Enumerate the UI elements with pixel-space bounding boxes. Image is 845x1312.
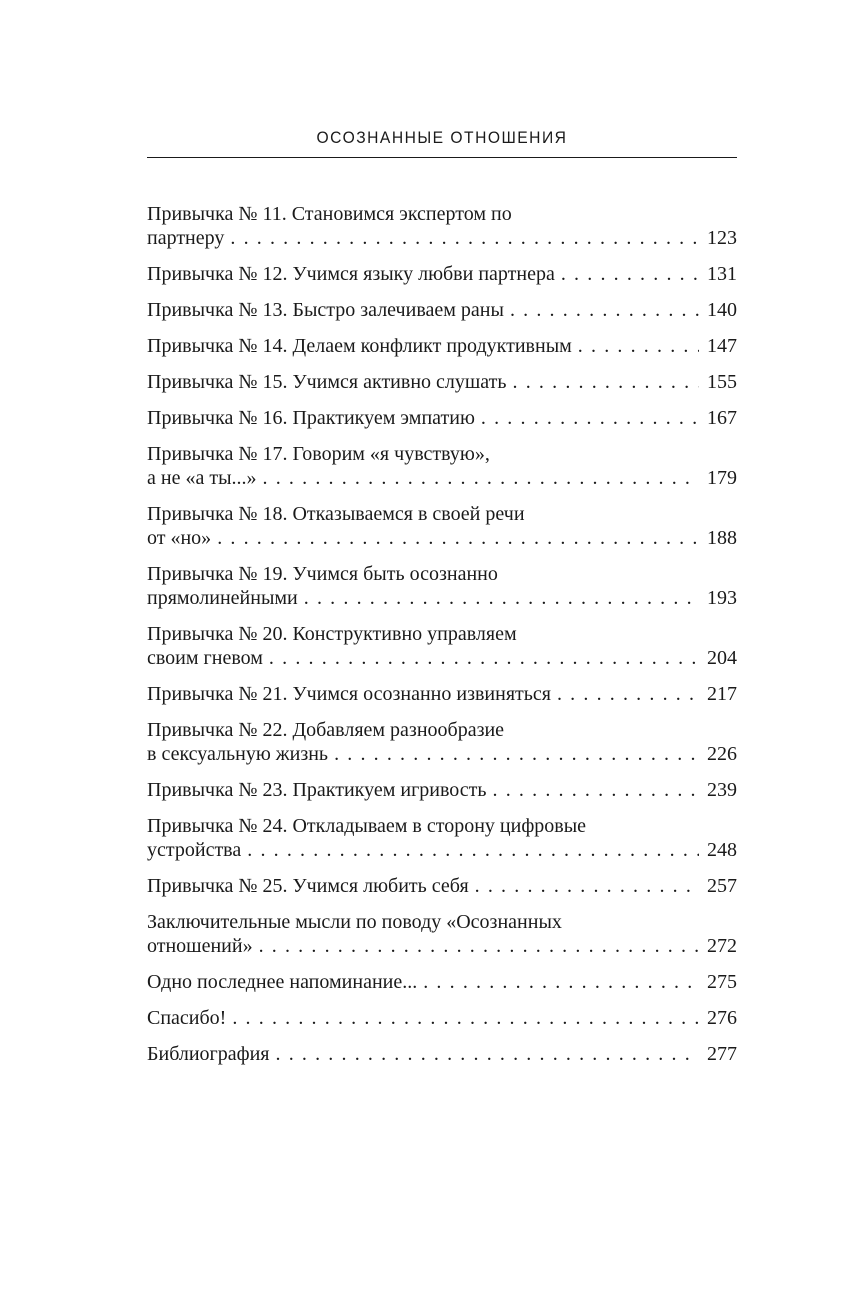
- toc-entry[interactable]: [147, 1042, 737, 1066]
- toc-entry-last-line: [147, 1042, 737, 1066]
- toc-entry-last-line: [147, 742, 737, 766]
- dot-leader: [572, 334, 699, 358]
- dot-leader: [475, 406, 699, 430]
- toc-entry[interactable]: [147, 562, 737, 610]
- toc-page-number: 239: [707, 779, 737, 801]
- toc-entry[interactable]: [147, 334, 737, 358]
- toc-page-number: 155: [707, 371, 737, 393]
- dot-leader: [551, 682, 699, 706]
- toc-page-number: 193: [707, 587, 737, 609]
- dot-leader: [487, 778, 699, 802]
- toc-entry-last-line: [147, 838, 737, 862]
- toc-entry-title-line: Привычка № 24. Откладываем в сторону цифровые: [147, 815, 587, 837]
- toc-page-number: 204: [707, 647, 737, 669]
- dot-leader: [417, 970, 699, 994]
- toc-page-number: 276: [707, 1007, 737, 1029]
- toc-entry-title: Привычка № 14. Делаем конфликт продуктивным: [147, 335, 572, 357]
- toc-entry-title-line: Привычка № 11. Становимся экспертом по: [147, 203, 512, 225]
- toc-entry-title: Привычка № 16. Практикуем эмпатию: [147, 407, 475, 429]
- toc-entry[interactable]: [147, 370, 737, 394]
- toc-entry[interactable]: [147, 682, 737, 706]
- toc-entry-title: а не «а ты...»: [147, 467, 257, 489]
- toc-page-number: 123: [707, 227, 737, 249]
- toc-entry[interactable]: [147, 298, 737, 322]
- toc-page-number: 275: [707, 971, 737, 993]
- toc-entry[interactable]: [147, 910, 737, 958]
- toc-entry-title: от «но»: [147, 527, 212, 549]
- toc-entry[interactable]: [147, 874, 737, 898]
- toc-entry-title: Привычка № 12. Учимся языку любви партнера: [147, 263, 555, 285]
- toc-entry-last-line: [147, 370, 737, 394]
- dot-leader: [328, 742, 699, 766]
- table-of-contents: [147, 202, 737, 1078]
- toc-entry[interactable]: [147, 718, 737, 766]
- dot-leader: [555, 262, 699, 286]
- toc-entry-last-line: [147, 1006, 737, 1030]
- toc-page-number: 131: [707, 263, 737, 285]
- dot-leader: [253, 934, 699, 958]
- toc-entry-last-line: [147, 586, 737, 610]
- toc-page-number: 147: [707, 335, 737, 357]
- toc-page-number: 257: [707, 875, 737, 897]
- dot-leader: [224, 226, 699, 250]
- toc-page-number: 179: [707, 467, 737, 489]
- toc-entry-title: Привычка № 25. Учимся любить себя: [147, 875, 469, 897]
- toc-entry-last-line: [147, 466, 737, 490]
- toc-entry-title-line: Привычка № 19. Учимся быть осознанно: [147, 563, 498, 585]
- toc-entry-title: Привычка № 15. Учимся активно слушать: [147, 371, 507, 393]
- dot-leader: [257, 466, 699, 490]
- toc-entry-last-line: [147, 334, 737, 358]
- toc-entry-last-line: [147, 970, 737, 994]
- dot-leader: [241, 838, 699, 862]
- toc-entry[interactable]: [147, 970, 737, 994]
- toc-page-number: 226: [707, 743, 737, 765]
- toc-entry-last-line: [147, 934, 737, 958]
- toc-page-number: 140: [707, 299, 737, 321]
- toc-entry-title: Одно последнее напоминание...: [147, 971, 418, 993]
- toc-entry[interactable]: [147, 778, 737, 802]
- toc-entry-title: Привычка № 13. Быстро залечиваем раны: [147, 299, 504, 321]
- toc-entry-last-line: [147, 226, 737, 250]
- dot-leader: [469, 874, 699, 898]
- dot-leader: [270, 1042, 700, 1066]
- toc-page-number: 272: [707, 935, 737, 957]
- toc-entry-title-line: Привычка № 22. Добавляем разнообразие: [147, 719, 505, 741]
- toc-page-number: 167: [707, 407, 737, 429]
- toc-page-number: 217: [707, 683, 737, 705]
- toc-entry-last-line: [147, 262, 737, 286]
- toc-entry-last-line: [147, 778, 737, 802]
- dot-leader: [298, 586, 699, 610]
- toc-entry-last-line: [147, 298, 737, 322]
- toc-entry-title: Библиография: [147, 1043, 270, 1065]
- dot-leader: [211, 526, 699, 550]
- toc-entry-title: отношений»: [147, 935, 253, 957]
- toc-entry-last-line: [147, 682, 737, 706]
- toc-entry-last-line: [147, 526, 737, 550]
- toc-entry-title-line: Привычка № 20. Конструктивно управляем: [147, 623, 517, 645]
- toc-entry-title: своим гневом: [147, 647, 263, 669]
- toc-entry-title-line: Привычка № 17. Говорим «я чувствую»,: [147, 443, 490, 465]
- toc-entry[interactable]: [147, 622, 737, 670]
- toc-entry-title: партнеру: [147, 227, 225, 249]
- toc-entry-title: в сексуальную жизнь: [147, 743, 329, 765]
- toc-entry[interactable]: [147, 262, 737, 286]
- toc-entry[interactable]: [147, 202, 737, 250]
- toc-entry-title: устройства: [147, 839, 242, 861]
- toc-entry-title-line: Заключительные мысли по поводу «Осознанных: [147, 911, 562, 933]
- header-rule: [147, 157, 737, 158]
- toc-entry-title: Спасибо!: [147, 1007, 227, 1029]
- toc-entry[interactable]: [147, 814, 737, 862]
- dot-leader: [507, 370, 699, 394]
- dot-leader: [226, 1006, 699, 1030]
- running-head-title: ОСОЗНАННЫЕ ОТНОШЕНИЯ: [316, 128, 568, 147]
- toc-entry[interactable]: [147, 442, 737, 490]
- toc-page-number: 277: [707, 1043, 737, 1065]
- toc-entry-title: прямолинейными: [147, 587, 298, 609]
- toc-entry-last-line: [147, 874, 737, 898]
- toc-entry[interactable]: [147, 1006, 737, 1030]
- dot-leader: [504, 298, 699, 322]
- toc-entry-last-line: [147, 406, 737, 430]
- toc-page-number: 188: [707, 527, 737, 549]
- toc-entry-title: Привычка № 21. Учимся осознанно извиняться: [147, 683, 551, 705]
- toc-page-number: 248: [707, 839, 737, 861]
- toc-entry[interactable]: [147, 406, 737, 430]
- toc-entry-title-line: Привычка № 18. Отказываемся в своей речи: [147, 503, 525, 525]
- toc-entry-title: Привычка № 23. Практикуем игривость: [147, 779, 487, 801]
- toc-entry[interactable]: [147, 502, 737, 550]
- dot-leader: [263, 646, 699, 670]
- toc-entry-last-line: [147, 646, 737, 670]
